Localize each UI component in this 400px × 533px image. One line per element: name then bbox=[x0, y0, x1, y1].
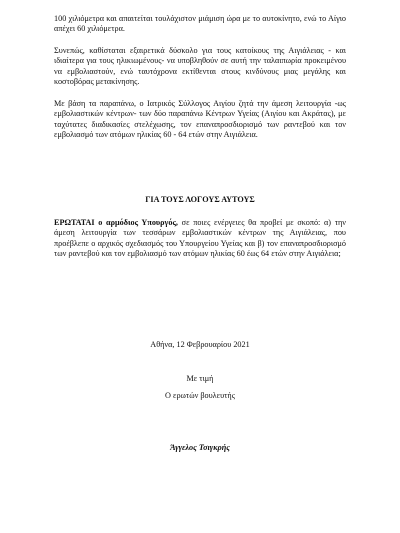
closing-line: Με τιμή bbox=[186, 374, 214, 383]
question-body: σε ποιες ενέργειες θα προβεί με σκοπό: α) την άμεση λειτουργία των τεσσάρων εμβολιαστικών κέντρων της Αιγιάλειας, που προέβλεπε ο αρχικός σχεδιασμός του Υπουργείου Υγείας και β) τον επαναπροσδιορισμό των ραντεβού και τον εμβολιασμό των ατόμων ηλικίας 60 έως 64 ετών στην Αιγιάλεια; bbox=[54, 218, 346, 259]
signer-role: Ο ερωτών βουλευτής bbox=[165, 391, 235, 400]
question-lead: ΕΡΩΤΑΤΑΙ ο αρμόδιος Υπουργός, bbox=[54, 218, 178, 227]
signatory-name: Άγγελος Τσιγκρής bbox=[170, 443, 230, 452]
paragraph-distance: 100 χιλιόμετρα και απαιτείται τουλάχιστον μιάμιση ώρα με το αυτοκίνητο, ενώ το Αίγιο απέχει 60 χιλιόμετρα. bbox=[54, 14, 346, 34]
paragraph-request: Με βάση τα παραπάνω, ο Ιατρικός Σύλλογος Αιγίου ζητά την άμεση λειτουργία -ως εμβολιαστικών κέντρων- των δύο παραπάνω Κέντρων Υγείας (Αιγίου και Ακράτας), με ταχύτατες διαδικασίες στελέχωσης, τον επαναπροσδιορισμό των ραντεβού και τον εμβολιασμό των ατόμων ηλικίας 60 - 64 ετών στην Αιγιάλεια. bbox=[54, 99, 346, 140]
date-line: Αθήνα, 12 Φεβρουαρίου 2021 bbox=[150, 340, 250, 349]
question-paragraph bbox=[54, 218, 346, 260]
paragraph-difficulty: Συνεπώς, καθίσταται εξαιρετικά δύσκολο για τους κατοίκους της Αιγιάλειας - και ιδιαίτερα για τους ηλικιωμένους- να υποβληθούν σε αυτή την ταλαιπωρία προκειμένου να εμβολιαστούν, ενώ ταυτόχρονα εκτίθενται στους κινδύνους μιας μεγάλης και κοστοβόρας μετακίνησης. bbox=[54, 46, 346, 87]
section-heading: ΓΙΑ ΤΟΥΣ ΛΟΓΟΥΣ ΑΥΤΟΥΣ bbox=[145, 195, 255, 204]
